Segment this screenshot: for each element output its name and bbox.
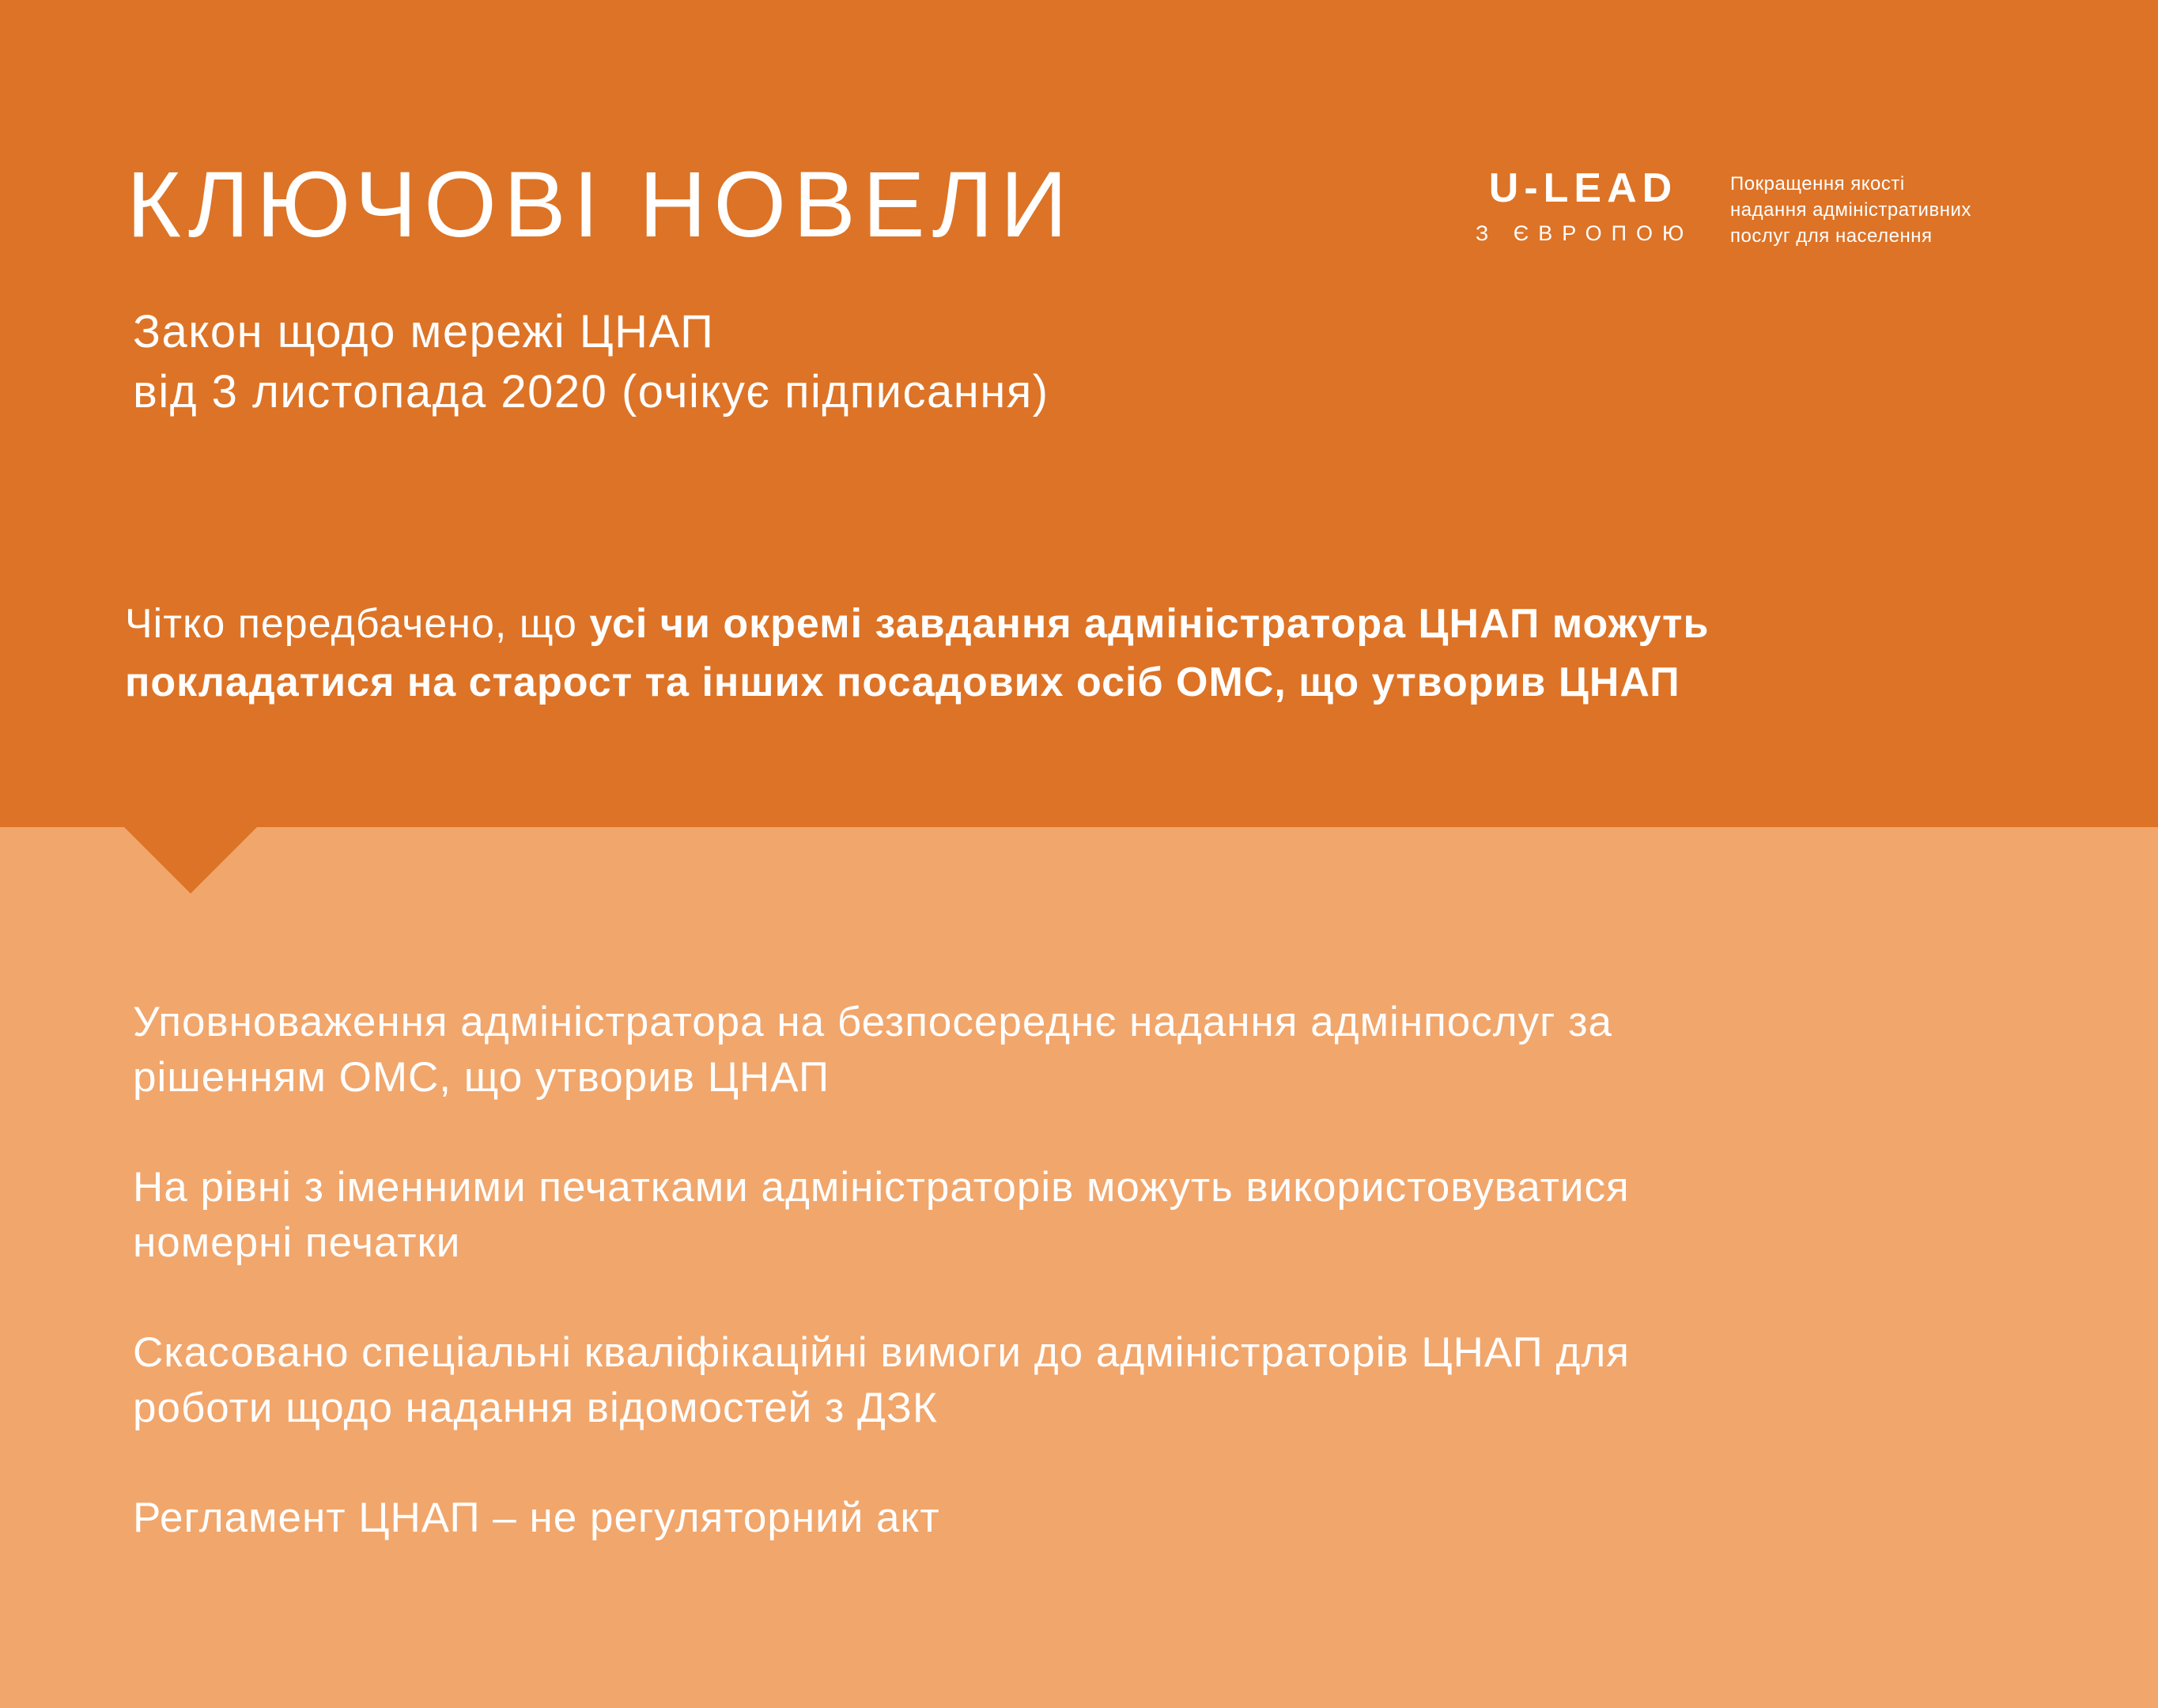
list-item xyxy=(133,995,2070,1105)
highlight-regular-text: Чітко передбачено, що xyxy=(125,601,590,647)
header-panel xyxy=(0,0,2158,827)
list-item xyxy=(133,1160,2070,1271)
list-item-line: Уповноваження адміністратора на безпосереднє надання адмінпослуг за xyxy=(133,999,1613,1045)
subtitle-line: Закон щодо мережі ЦНАП xyxy=(133,306,715,357)
pointer-triangle xyxy=(123,826,259,894)
page-title: КЛЮЧОВІ НОВЕЛИ xyxy=(127,153,1075,257)
list-item xyxy=(133,1325,2070,1436)
logo-tagline xyxy=(1730,171,1971,249)
highlight-bold-text: усі чи окремі завдання адміністратора ЦНАП можуть xyxy=(589,601,1710,647)
list-item-line: рішенням ОМС, що утворив ЦНАП xyxy=(133,1054,830,1101)
highlight-bold-text: покладатися на старост та інших посадових осіб ОМС, що утворив ЦНАП xyxy=(125,659,1680,705)
highlight-line xyxy=(125,653,2102,712)
list-item-line: На рівні з іменними печатками адміністраторів можуть використовуватися xyxy=(133,1164,1630,1211)
page-subtitle xyxy=(133,302,1049,422)
highlight-statement xyxy=(125,595,2102,712)
list-item-line: Скасовано спеціальні кваліфікаційні вимоги до адміністраторів ЦНАП для xyxy=(133,1329,1630,1376)
list-item-line: номерні печатки xyxy=(133,1219,461,1266)
logo-sub-text: З ЄВРОПОЮ xyxy=(1476,221,1694,245)
highlight-line xyxy=(125,595,2102,653)
key-points-list xyxy=(133,995,2070,1600)
tagline-line: послуг для населення xyxy=(1730,225,1933,247)
list-item-line: роботи щодо надання відомостей з ДЗК xyxy=(133,1385,938,1431)
list-item-line: Регламент ЦНАП – не регуляторний акт xyxy=(133,1494,940,1541)
list-item xyxy=(133,1491,2070,1546)
u-lead-logo xyxy=(1476,165,1694,245)
tagline-line: надання адміністративних xyxy=(1730,199,1971,221)
subtitle-line: від 3 листопада 2020 (очікує підписання) xyxy=(133,366,1049,418)
tagline-line: Покращення якості xyxy=(1730,173,1905,195)
logo-main-text: U-LEAD xyxy=(1488,165,1678,211)
